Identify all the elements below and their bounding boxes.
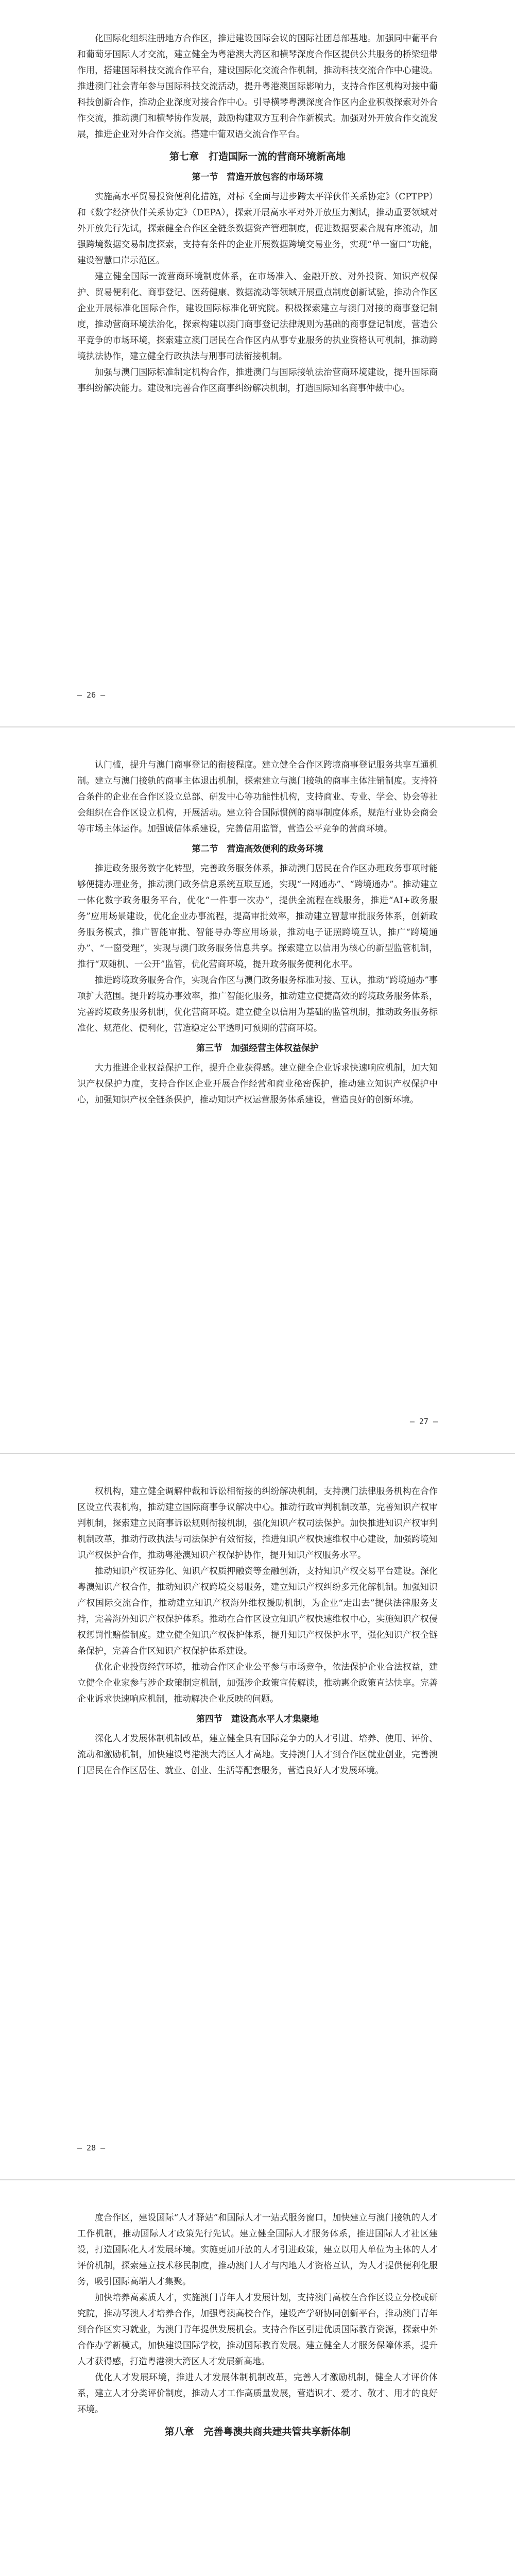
body-paragraph: 加强与澳门国际标准制定机构合作，推进澳门与国际接轨法治营商环境建设，提升国际商事纠纷解决能力。建设和完善合作区商事纠纷解决机制，打造国际知名商事仲裁中心。	[77, 367, 438, 394]
page-separator	[0, 1453, 515, 1454]
document-page-3	[0, 1484, 515, 1779]
page-number: — 28 —	[77, 2143, 106, 2153]
body-paragraph: 深化人才发展体制机制改革，建立健全具有国际竞争力的人才引进、培养、使用、评价、流动和激励机制，加快建设粤港澳大湾区人才高地。支持澳门人才到合作区就业创业，完善澳门居民在合作区居住、就业、创业、生活等配套服务，营造良好人才发展环境。	[77, 1734, 438, 1776]
document-page-1	[0, 31, 515, 397]
section-title: 第四节 建设高水平人才集聚地	[196, 1714, 319, 1724]
page-number: — 26 —	[77, 690, 106, 700]
body-paragraph: 优化人才发展环境，推进人才发展体制机制改革，完善人才激励机制，健全人才评价体系，建立人才分类评价制度，推动人才工作高质量发展，营造识才、爱才、敬才、用才的良好环境。	[77, 2372, 438, 2415]
section-title: 第三节 加强经营主体权益保护	[196, 1043, 319, 1054]
page-separator	[0, 2179, 515, 2180]
page-separator	[0, 726, 515, 727]
body-paragraph: 推动知识产权证券化、知识产权质押融资等金融创新，支持知识产权交易平台建设。深化粤澳知识产权合作，推动知识产权跨境交易服务，建立知识产权纠纷多元化解机制。加强知识产权国际交流合作，推动建立知识产权海外维权援助机制，为企业“走出去”提供法律服务支持，完善海外知识产权保护体系。推动在合作区设立知识产权快速维权中心，实施知识产权侵权惩罚性赔偿制度。建立健全知识产权保护体系，提升知识产权保护水平，强化知识产权全链条保护，完善合作区知识产权保护体系建设。	[77, 1566, 438, 1656]
body-paragraph: 推进政务服务数字化转型，完善政务服务体系，推动澳门居民在合作区办理政务事项时能够便捷办理业务，推动澳门政务信息系统互联互通，实现“一网通办”、“跨境通办”。推动建立一体化数字政务服务平台，优化“一件事一次办”，提供全流程在线服务，推进“AI+政务服务”应用场景建设，优化企业办事流程，提高审批效率，推动建立智慧审批服务体系，创新政务服务模式，推广智能审批、智能导办等应用场景，推动电子证照跨境互认，推广“跨境通办”、“一窗受理”，实现与澳门政务服务信息共享。探索建立以信用为核心的新型监管机制，推行“双随机、一公开”监管，优化营商环境，提升政务服务便利化水平。	[77, 863, 438, 970]
body-paragraph: 大力推进企业权益保护工作，提升企业获得感。建立健全企业诉求快速响应机制，加大知识产权保护力度，支持合作区企业开展合作经营和商业秘密保护，推动建立知识产权保护中心，加强知识产权全链条保护，推动知识产权运营服务体系建设，营造良好的创新环境。	[77, 1063, 438, 1105]
body-paragraph: 推进跨境政务服务合作，实现合作区与澳门政务服务标准对接、互认，推动“跨境通办”事项扩大范围。提升跨境办事效率，推广智能化服务，推动建立便捷高效的跨境政务服务体系，完善跨境政务服务机制，优化营商环境。建立健全以信用为基础的监管机制，推动政务服务标准化、规范化、便利化，营造稳定公平透明可预期的营商环境。	[77, 975, 438, 1033]
body-paragraph: 优化企业投资经营环境，推动合作区企业公平参与市场竞争，依法保护企业合法权益，建立健全企业家参与涉企政策制定机制，加强涉企政策宣传解读，推动惠企政策直达快享。完善企业诉求快速响应机制，推动解决企业反映的问题。	[77, 1662, 438, 1704]
body-paragraph: 建立健全国际一流营商环境制度体系，在市场准入、金融开放、对外投资、知识产权保护、贸易便利化、商事登记、医药健康、数据流动等领域开展重点制度创新试验，推动合作区企业开展标准化国际合作，建设国际标准化研究院。积极探索建立与澳门对接的商事登记制度，推动营商环境法治化，探索构建以澳门商事登记法律规则为基础的商事登记制度，营造公平竞争的市场环境，探索建立澳门居民在合作区内从事专业服务的执业资格认可机制，推动跨境执法协作，建立健全行政执法与刑事司法衔接机制。	[77, 272, 438, 362]
section-title: 第二节 营造高效便利的政务环境	[192, 844, 323, 854]
body-paragraph: 度合作区，建设国际“人才驿站”和国际人才一站式服务窗口，加快建立与澳门接轨的人才工作机制，推动国际人才政策先行先试。建立健全国际人才服务体系，推进国际人才社区建设，打造国际化人才发展环境。实施更加开放的人才引进政策，建立以用人单位为主体的人才评价机制，探索建立技术移民制度，推动澳门人才与内地人才资格互认，为人才提供便利化服务，吸引国际高端人才集聚。	[77, 2213, 438, 2287]
body-paragraph: 认门槛，提升与澳门商事登记的衔接程度。建立健全合作区跨境商事登记服务共享互通机制。建立与澳门接轨的商事主体退出机制，探索建立与澳门接轨的商事主体注销制度。支持符合条件的企业在合作区设立总部、研发中心等功能性机构，支持商业、专业、学会、协会等社会组织在合作区设立机构，开展活动。建立符合国际惯例的商事制度体系，规范行业协会商会等市场主体运作。加强诚信体系建设，完善信用监管，营造公平竞争的营商环境。	[77, 760, 438, 834]
body-paragraph: 加快培养高素质人才，实施澳门青年人才发展计划，支持澳门高校在合作区设立分校或研究院，推动琴澳人才培养合作，加强粤澳高校合作，建设产学研协同创新平台，推动澳门青年到合作区实习就业，为澳门青年提供发展机会。支持合作区引进优质国际教育资源，探索中外合作办学新模式，加快建设国际学校，推动国际教育发展。建立健全人才服务保障体系，提升人才获得感，打造粤港澳大湾区人才发展新高地。	[77, 2293, 438, 2367]
document-page-2	[0, 757, 515, 1108]
chapter-title: 第八章 完善粤澳共商共建共管共享新体制	[164, 2426, 351, 2437]
page-number: — 27 —	[409, 1417, 438, 1426]
chapter-title: 第七章 打造国际一流的营商环境新高地	[169, 151, 346, 162]
document-page-4	[0, 2210, 515, 2444]
body-paragraph: 实施高水平贸易投资便利化措施，对标《全面与进步跨太平洋伙伴关系协定》（CPTPP）和《数字经济伙伴关系协定》（DEPA），探索开展高水平对外开放压力测试，推动重要领域对外开放先行先试，探索健全合作区全链条数据资产管理制度，促进数据要素合规有序流动，加强跨境数据交易制度探索，支持有条件的企业开展数据跨境交易业务，实现“单一窗口”功能，建设智慧口岸示范区。	[77, 192, 438, 266]
body-paragraph: 权机构，建立健全调解仲裁和诉讼相衔接的纠纷解决机制，支持澳门法律服务机构在合作区设立代表机构，推动建立国际商事争议解决中心。推动行政审判机制改革，完善知识产权审判机制，探索建立民商事诉讼规则衔接机制，强化知识产权司法保护。加快推进知识产权审判机制改革，推动行政执法与司法保护有效衔接，推进知识产权快速维权中心建设，加强跨境知识产权保护合作，推动粤港澳知识产权保护协作，提升知识产权服务水平。	[77, 1486, 438, 1561]
section-title: 第一节 营造开放包容的市场环境	[192, 172, 323, 182]
body-paragraph: 化国际化组织注册地方合作区，推进建设国际会议的国际社团总部基地。加强同中葡平台和葡萄牙国际人才交流，建立健全为粤港澳大湾区和横琴深度合作区提供公共服务的桥梁纽带作用，搭建国际科技交流合作平台，建设国际化交流合作机制，推动科技交流合作中心建设。推进澳门社会青年参与国际科技交流活动，提升粤港澳国际影响力，支持合作区机构对接中葡科技创新合作，推动企业深度对接合作中心。引导横琴粤澳深度合作区内企业积极探索对外合作交流，推动澳门和横琴协作发展，鼓励构建双方互利合作新模式。加强对外开放合作交流发展，推进企业对外合作交流。搭建中葡双语交流合作平台。	[77, 33, 438, 140]
